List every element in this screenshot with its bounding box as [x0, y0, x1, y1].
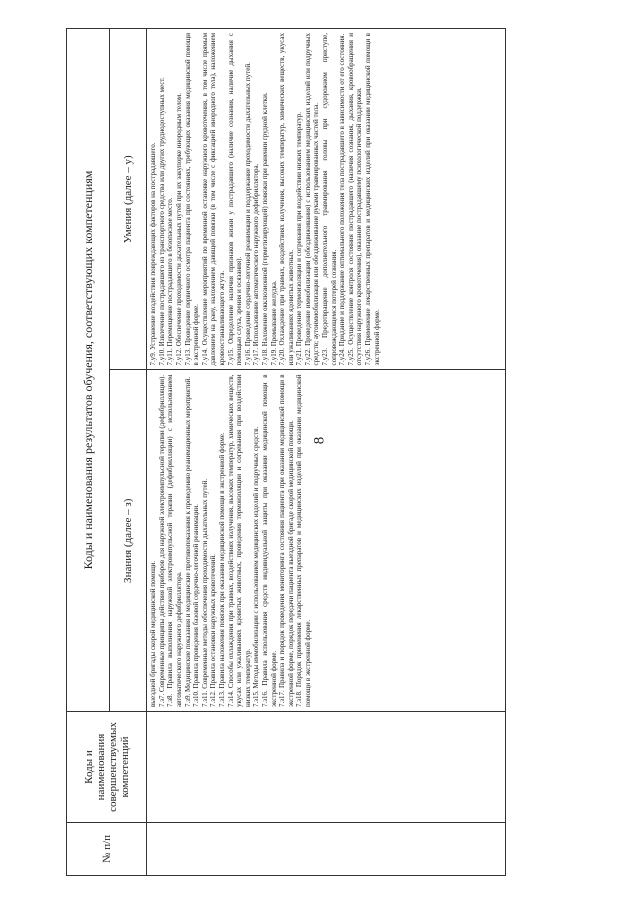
text-line: 7.у9. Устранение воздействия повреждающих факторов на пострадавшего.	[149, 142, 158, 366]
text-line: 7.з9. Медицинские показания и медицинские противопоказания к проведению реанимационных мероприятий.	[183, 376, 192, 707]
content-row	[147, 29, 506, 876]
text-line: 7.з18. Порядок применения лекарственных препаратов и медицинских изделий при оказании медицинской помощи в экстренной форме.	[295, 374, 312, 707]
text-line: 7.у24. Придание и поддержание оптимального положения тела пострадавшего в зависимости от его состояния.	[338, 33, 347, 366]
text-line: 7.у15. Определение наличия признаков жизни у пострадавшего (наличие сознания, наличие дыхания с помощью слуха, зрения и осязания).	[226, 33, 244, 366]
text-line: 7.у20. Охлаждение при травмах, воздействиях излучения, высоких температур, химических веществ, укусах или ужаливаниях ядовитых животных.	[278, 33, 295, 366]
text-line: 7.у22. Проведение иммобилизации (обездвиживания) с использованием медицинских изделий или подручных средств; аутоиммобилизация или обездвиживание руками травмированных частей тела.	[303, 33, 321, 366]
text-line: 7.з11. Современные методы обеспечения проходимости дыхательных путей.	[200, 478, 209, 707]
text-line: 7.з17. Правила и порядок проведения мониторинга состояния пациента при оказании медицинской помощи в экстренной форме, порядок передачи пациента выездной бригаде скорой медицинской помощи.	[278, 374, 295, 707]
text-line: выездной бригады скорой медицинской помощи.	[149, 560, 158, 707]
text-line: 7.з15. Методы иммобилизации с использованием медицинских изделий и подручных средств.	[252, 426, 261, 707]
skills-cell	[147, 29, 506, 371]
knowledge-cell	[147, 370, 506, 712]
rotated-table-wrapper	[66, 28, 526, 876]
text-line: 7.з16. Правила использования средств индивидуальной защиты при оказании медицинской помощи в экстренной форме.	[260, 374, 278, 707]
text-line: 7.у14. Осуществление мероприятий по временной остановке наружного кровотечения, в том числе прямым давлением на рану, наложением давящей повязки (в том числе с фиксацией инородного тела), наложением кровоостанавливающего жгута.	[200, 33, 226, 366]
text-line: 7.з14. Способы охлаждения при травмах, воздействиях излучения, высоких температур, химических веществ, укусах или ужаливаниях ядовитых животных, проведения термоизоляции и согревания при воздействии низких температур.	[226, 374, 252, 707]
text-line: 7.у26. Применение лекарственных препаратов и медицинских изделий при оказании медицинской помощи в экстренной форме.	[364, 33, 381, 366]
col-num-header: № п/п	[67, 823, 147, 876]
text-line: 7.з7. Современные принципы действия приборов для наружной электроимпульсной терапии (дефибрилляции).	[157, 374, 166, 707]
text-line: 7.з8. Правила выполнения наружной электроимпульсной терапии (дефибрилляции) с использованием автоматического наружного дефибриллятора.	[166, 374, 183, 707]
results-header: Коды и наименования результатов обучения, соответствующих компетенциям	[67, 29, 110, 712]
knowledge-list	[149, 375, 312, 708]
text-line: 7.у13. Проведение первичного осмотра пациента при состояниях, требующих оказания медицинской помощи в экстренной форме.	[183, 33, 201, 366]
competencies-table	[66, 28, 506, 876]
text-line: 7.з12. Правила остановки наружных кровотечений.	[209, 554, 218, 707]
text-line: 7.у19. Промывание желудка.	[269, 280, 278, 366]
text-line: 7.у12. Обеспечение проходимости дыхательных путей при их закупорке инородным телом.	[174, 93, 183, 366]
page-number: 8	[311, 436, 328, 445]
header-row-1	[67, 29, 110, 876]
competency-cell	[147, 712, 506, 823]
text-line: 7.з13. Правила наложения повязок при оказании медицинской помощи в экстренной форме.	[217, 432, 226, 707]
text-line: 7.у10. Извлечение пострадавшего из транспортного средства или других труднодоступных мест.	[157, 77, 166, 366]
text-line: 7.у25. Осуществление контроля состояния пострадавшего (наличия сознания, дыхания, кровообращения и отсутствия наружного кровотечения), оказание пострадавшему психологической поддержки.	[346, 33, 364, 366]
num-cell	[147, 823, 506, 876]
skills-list	[149, 33, 381, 366]
col-competency-header: Коды и наименования совершенствуемых компетенций	[67, 712, 147, 823]
skills-header: Умения (далее – у)	[110, 29, 147, 371]
text-line: 7.у16. Проведение сердечно-легочной реанимации и поддержание проходимости дыхательных путей.	[243, 62, 252, 366]
text-line: 7.у21. Проведение термоизоляции и согревания при воздействии низких температур.	[295, 111, 304, 366]
text-line: 7.у11. Перемещение пострадавшего в безопасное место.	[166, 197, 175, 366]
knowledge-header: Знания (далее – з)	[110, 370, 147, 712]
text-line: 7.у18. Наложение окклюзионной (герметизирующей) повязки при ранении грудной клетки.	[260, 92, 269, 366]
text-line: 7.у23. Предотвращение дополнительного травмирования головы при судорожном приступе, сопровождающемся потерей сознания.	[321, 33, 338, 366]
text-line: 7.у17. Использование автоматического наружного дефибриллятора.	[252, 163, 261, 366]
text-line: 7.з10. Правила проведения базовой сердечно-легочной реанимации.	[192, 504, 201, 707]
